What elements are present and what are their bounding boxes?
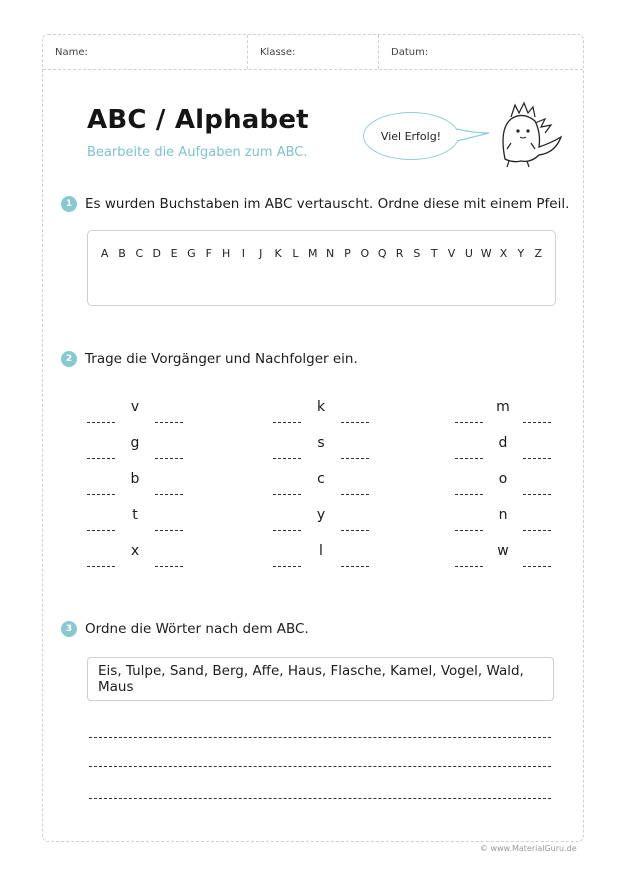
task-3-number-badge: 3	[61, 621, 77, 637]
alphabet-letter[interactable]: I	[241, 247, 246, 260]
given-letter: y	[316, 507, 326, 523]
task-2	[61, 351, 358, 367]
word-list: Eis, Tulpe, Sand, Berg, Affe, Haus, Flasche, Kamel, Vogel, Wald, Maus	[98, 663, 524, 695]
answer-line[interactable]	[89, 798, 551, 799]
letter-pair	[273, 399, 369, 423]
alphabet-letter[interactable]: Z	[534, 247, 543, 260]
page-subtitle: Bearbeite die Aufgaben zum ABC.	[87, 145, 308, 160]
footer-credit: © www.MaterialGuru.de	[480, 844, 577, 853]
given-letter: x	[130, 543, 140, 559]
predecessor-blank[interactable]	[455, 530, 483, 531]
letter-pair	[87, 507, 183, 531]
alphabet-letter[interactable]: X	[499, 247, 508, 260]
class-label: Klasse:	[260, 47, 296, 58]
predecessor-blank[interactable]	[455, 566, 483, 567]
alphabet-letter[interactable]: A	[100, 247, 109, 260]
alphabet-letter[interactable]: D	[152, 247, 161, 260]
given-letter: t	[132, 507, 138, 523]
task-3	[61, 621, 309, 637]
successor-blank[interactable]	[341, 422, 369, 423]
alphabet-letter[interactable]: J	[259, 247, 263, 260]
predecessor-blank[interactable]	[273, 566, 301, 567]
successor-blank[interactable]	[341, 458, 369, 459]
predecessor-blank[interactable]	[87, 422, 115, 423]
alphabet-letter[interactable]: R	[395, 247, 404, 260]
letter-pair	[455, 399, 551, 423]
letter-pair	[273, 543, 369, 567]
alphabet-row	[96, 247, 547, 260]
predecessor-blank[interactable]	[87, 458, 115, 459]
given-letter: g	[130, 435, 140, 451]
letter-pair	[87, 543, 183, 567]
name-field[interactable]	[43, 35, 248, 69]
letter-pair	[87, 399, 183, 423]
alphabet-letter[interactable]: N	[326, 247, 335, 260]
predecessor-blank[interactable]	[87, 530, 115, 531]
speech-bubble-tail	[453, 125, 493, 145]
letter-pair	[455, 543, 551, 567]
successor-blank[interactable]	[523, 566, 551, 567]
alphabet-letter[interactable]: Y	[517, 247, 525, 260]
successor-blank[interactable]	[341, 530, 369, 531]
letter-pair	[455, 507, 551, 531]
given-letter: m	[496, 399, 510, 415]
task-1	[61, 196, 569, 212]
alphabet-letter[interactable]: P	[344, 247, 351, 260]
successor-blank[interactable]	[155, 530, 183, 531]
dino-mascot-icon	[491, 99, 565, 169]
task-3-instruction: Ordne die Wörter nach dem ABC.	[85, 621, 309, 637]
name-label: Name:	[55, 47, 88, 58]
task-2-number-badge: 2	[61, 351, 77, 367]
successor-blank[interactable]	[523, 494, 551, 495]
letter-pair	[455, 471, 551, 495]
predecessor-blank[interactable]	[455, 494, 483, 495]
successor-blank[interactable]	[523, 422, 551, 423]
date-label: Datum:	[391, 47, 429, 58]
alphabet-letter[interactable]: M	[308, 247, 318, 260]
given-letter: s	[317, 435, 325, 451]
given-letter: n	[498, 507, 508, 523]
task-1-number-badge: 1	[61, 196, 77, 212]
given-letter: w	[497, 543, 509, 559]
alphabet-letter[interactable]: C	[135, 247, 144, 260]
alphabet-letter[interactable]: W	[480, 247, 492, 260]
alphabet-letter[interactable]: B	[118, 247, 126, 260]
given-letter: d	[498, 435, 508, 451]
given-letter: c	[317, 471, 325, 487]
successor-blank[interactable]	[341, 566, 369, 567]
word-list-box	[87, 657, 554, 701]
alphabet-box[interactable]	[87, 230, 556, 306]
predecessor-blank[interactable]	[273, 494, 301, 495]
header-row	[43, 35, 583, 70]
predecessor-blank[interactable]	[273, 530, 301, 531]
alphabet-letter[interactable]: L	[292, 247, 299, 260]
letter-pair	[273, 435, 369, 459]
successor-blank[interactable]	[523, 458, 551, 459]
date-field[interactable]	[379, 35, 583, 69]
predecessor-blank[interactable]	[87, 566, 115, 567]
given-letter: v	[130, 399, 140, 415]
predecessor-blank[interactable]	[455, 422, 483, 423]
alphabet-letter[interactable]: S	[413, 247, 421, 260]
alphabet-letter[interactable]: F	[205, 247, 212, 260]
letter-pair	[87, 435, 183, 459]
worksheet	[42, 34, 584, 842]
alphabet-letter[interactable]: O	[360, 247, 370, 260]
predecessor-blank[interactable]	[455, 458, 483, 459]
speech-bubble	[363, 112, 459, 160]
predecessor-blank[interactable]	[87, 494, 115, 495]
task-1-instruction: Es wurden Buchstaben im ABC vertauscht. Ordne diese mit einem Pfeil.	[85, 196, 570, 212]
answer-line[interactable]	[89, 766, 551, 767]
alphabet-letter[interactable]: T	[430, 247, 438, 260]
successor-blank[interactable]	[341, 494, 369, 495]
alphabet-letter[interactable]: E	[170, 247, 178, 260]
alphabet-letter[interactable]: H	[221, 247, 231, 260]
task-2-instruction: Trage die Vorgänger und Nachfolger ein.	[85, 351, 358, 367]
alphabet-letter[interactable]: V	[447, 247, 456, 260]
letter-pair	[455, 435, 551, 459]
letter-pair	[273, 471, 369, 495]
answer-line[interactable]	[89, 737, 551, 738]
predecessor-blank[interactable]	[273, 422, 301, 423]
letter-pair	[87, 471, 183, 495]
given-letter: b	[130, 471, 140, 487]
letter-pair	[273, 507, 369, 531]
alphabet-letter[interactable]: U	[464, 247, 473, 260]
given-letter: k	[316, 399, 326, 415]
successor-blank[interactable]	[155, 566, 183, 567]
predecessor-blank[interactable]	[273, 458, 301, 459]
alphabet-letter[interactable]: Q	[377, 247, 387, 260]
successor-blank[interactable]	[155, 422, 183, 423]
alphabet-letter[interactable]: K	[274, 247, 282, 260]
page-title: ABC / Alphabet	[87, 105, 309, 135]
successor-blank[interactable]	[155, 494, 183, 495]
successor-blank[interactable]	[155, 458, 183, 459]
given-letter: o	[498, 471, 508, 487]
given-letter: l	[319, 543, 323, 559]
class-field[interactable]	[248, 35, 379, 69]
speech-bubble-text: Viel Erfolg!	[380, 129, 442, 143]
alphabet-letter[interactable]: G	[187, 247, 196, 260]
successor-blank[interactable]	[523, 530, 551, 531]
